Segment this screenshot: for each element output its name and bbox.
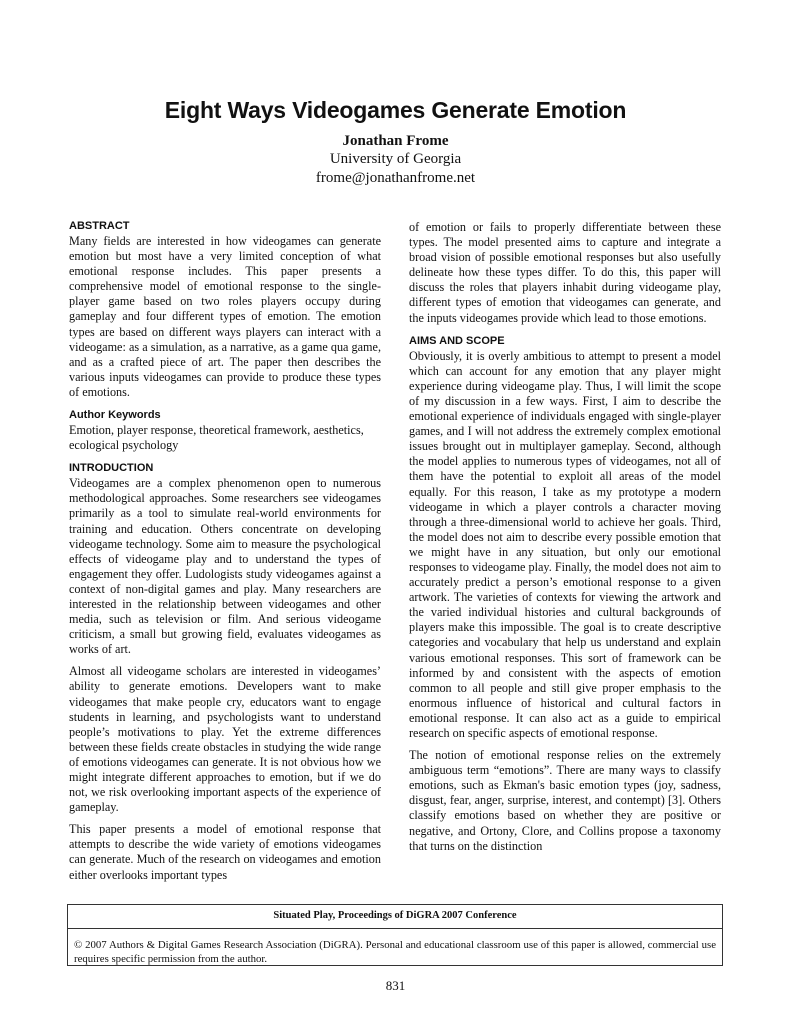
page-number: 831 — [385, 978, 406, 993]
intro-paragraph-2: Almost all videogame scholars are interested in videogames’ ability to generate emotions. Developers want to make videogames that make people cry, educators want to engage students in learning, and psychologists want to understand people’s motivations to play. Yet the extreme differences between these fields create obstacles in studying the wide range of emotions videogames can generate. It is not obvious how we might integrate different approaches to emotion, but if we do not, we risk overlooking important aspects of the experience of gameplay. — [69, 664, 381, 815]
author-name: Jonathan Frome — [342, 133, 449, 149]
keywords-text: Emotion, player response, theoretical framework, aesthetics, ecological psychology — [69, 423, 364, 453]
abstract-text: Many fields are interested in how videogames can generate emotion but most have a very limited conception of what emotional response includes. This paper presents a comprehensive model of emotional response to the single-player game based on two roles players occupy during gameplay and four different types of emotion. The emotion types are based on different ways players can interact with a videogame: as a simulation, as a narrative, as a game qua game, and as a crafted piece of art. The paper then describes the various inputs videogames can provide to produce these types of emotions. — [69, 234, 381, 399]
left-column — [69, 219, 381, 883]
keywords-heading: Author Keywords — [69, 409, 161, 422]
introduction-heading: INTRODUCTION — [69, 462, 154, 475]
aims-scope-heading: AIMS AND SCOPE — [409, 334, 505, 347]
author-email: frome@jonathanfrome.net — [315, 170, 476, 186]
author-affiliation: University of Georgia — [329, 151, 462, 167]
intro-paragraph-1: Videogames are a complex phenomenon open to numerous methodological approaches. Some researchers see videogames primarily as a tool to simulate real-world environments for training and education. Others concentrate on developing videogame technology. Some aim to measure the psychological effects of videogame play and to understand the types of engagement they offer. Ludologists study videogames against a context of non-digital games and play. Many researchers are interested in the relationship between videogames and other media, such as television or film. And serious videogame criticism, a small but growing field, evaluates videogames as works of art. — [69, 476, 381, 657]
right-column — [409, 220, 721, 854]
aims-paragraph-1: Obviously, it is overly ambitious to attempt to present a model which can account for any emotion that any player might experience during videogame play. Thus, I will limit the scope of my discussion in a few ways. First, I aim to describe the emotional experience of individuals engaged with single-player games, and I will not address the extremely complex emotional issues brought out in multiplayer gameplay. Second, although the model applies to numerous types of videogames, not all of them have the potential to exploit all areas of the model equally. For this reason, I take as my prototype a modern videogame in which a player controls a character moving through a three-dimensional world to achieve her goals. Third, the model does not aim to describe every possible emotion that we might have in any situation, but only our emotional responses to videogame play. Finally, the model does not aim to accurately predict a person’s emotional response to a given artwork. The varieties of contexts for viewing the artwork and the varied individual histories and cultural backgrounds of players make this impossible. The goal is to create descriptive categories and vocabulary that help us understand and explain various emotional responses. This sort of framework can be informed by and consistent with the aspects of emotion common to all people and still give proper emphasis to the enormous influence of historical and cultural factors in emotional response. It can also act as a guide to empirical research on specific aspects of emotional response. — [409, 348, 721, 740]
aims-paragraph-2: The notion of emotional response relies on the extremely ambiguous term “emotions”. There are many ways to classify emotions, such as Ekman's basic emotion types (joy, sadness, disgust, fear, anger, surprise, interest, and contempt) [3]. Others classify emotions based on whether they are positive or negative, and Ortony, Clore, and Collins propose a taxonomy that turns on the distinction — [409, 748, 721, 853]
intro-paragraph-3: This paper presents a model of emotional response that attempts to describe the wide variety of emotions videogames can generate. Much of the research on videogames and emotion either overlooks important types — [69, 822, 381, 882]
abstract-heading: ABSTRACT — [69, 220, 130, 232]
copyright-box — [67, 904, 723, 966]
footer-divider — [68, 928, 722, 929]
proceedings-line: Situated Play, Proceedings of DiGRA 2007 Conference — [273, 910, 517, 921]
intro-continuation: of emotion or fails to properly differentiate between these types. The model presented aims to capture and integrate a broad vision of possible emotional responses but also usefully delineate how these types differ. To do this, this paper will discuss the roles that players inhabit during videogame play, different types of emotion that videogames can generate, and the inputs videogames provide which lead to those emotions. — [409, 220, 721, 325]
paper-title: Eight Ways Videogames Generate Emotion — [164, 97, 627, 123]
copyright-notice: © 2007 Authors & Digital Games Research Association (DiGRA). Personal and educational classroom use of this paper is allowed, commercial use requires specific permission from the author. — [74, 939, 716, 965]
